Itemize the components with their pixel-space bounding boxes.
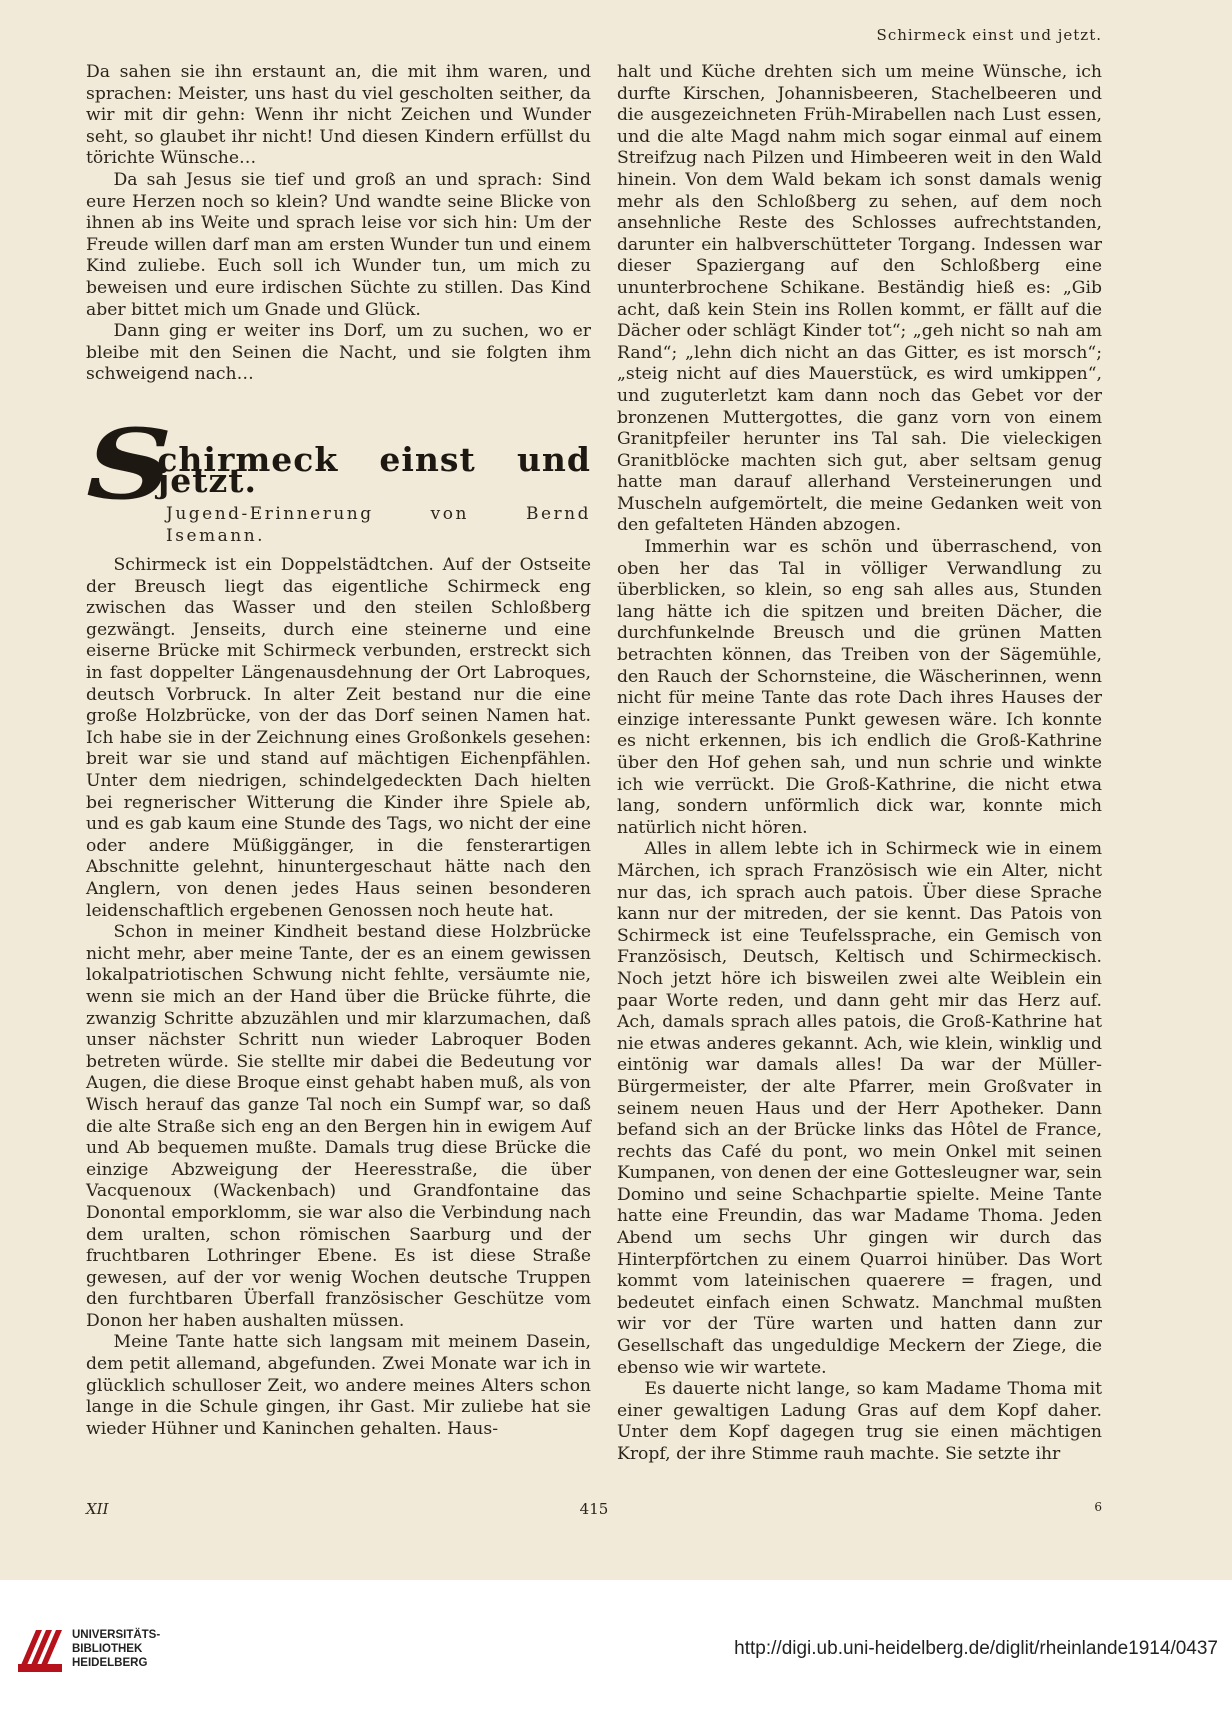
library-logo-icon — [14, 1624, 66, 1676]
paragraph: Da sah Jesus sie tief und groß an und sprach: Sind eure Herzen noch so klein? Und wandte seine Blicke von ihnen ab ins Weite und sprach leise vor sich hin: Um der Freude willen darf man am ersten Wunder tun und einem Kind zuliebe. Euch soll ich Wunder tun, um mich zu beweisen und eure irdischen Süchte zu stillen. Das Kind aber bittet mich um Gnade und Glück. — [86, 169, 591, 320]
article-title-block — [86, 407, 591, 547]
page-number: 415 — [579, 1500, 609, 1518]
paragraph: Schirmeck ist ein Doppelstädtchen. Auf der Ostseite der Breusch liegt das eigentliche Schirmeck eng zwischen das Wasser und den steilen Schloßberg gezwängt. Jenseits, durch eine steinerne und eine eiserne Brücke mit Schirmeck verbunden, erstreckt sich in fast doppelter Längenausdehnung der Ort Labroques, deutsch Vorbruck. In alter Zeit bestand nur die eine große Holzbrücke, von der das Dorf seinen Namen hat. Ich habe sie in der Zeichnung eines Großonkels gesehen: breit war sie und stand auf mächtigen Eichenpfählen. Unter dem niedrigen, schindelgedeckten Dach hielten bei regnerischer Witterung die Kinder ihre Spiele ab, und es gab kaum eine Stunde des Tags, wo nicht der eine oder andere Müßiggänger, in die fensterartigen Abschnitte gelehnt, hinuntergeschaut hätte nach den Anglern, von denen jedes Haus seinen besonderen leidenschaftlich ergebenen Genossen noch heute hat. — [86, 555, 591, 921]
running-head: Schirmeck einst und jetzt. — [876, 26, 1102, 44]
title-drop-cap: S — [86, 407, 173, 521]
paragraph: Da sahen sie ihn erstaunt an, die mit ihm waren, und sprachen: Meister, uns hast du viel gescholten seither, da wir mit dir gehn: Wenn ihr nicht Zeichen und Wunder seht, so glaubet ihr nicht! Und diesen Kindern erfüllst du törichte Wünsche… — [86, 62, 591, 169]
library-footer-bar — [0, 1580, 1232, 1713]
article-title — [86, 407, 591, 521]
paragraph: Alles in allem lebte ich in Schirmeck wie in einem Märchen, ich sprach Französisch wie ein Alter, nicht nur das, ich sprach auch patois. Über diese Sprache kann nur der mitreden, der sie kennt. Das Patois von Schirmeck ist eine Teufelssprache, ein Gemisch von Französisch, Deutsch, Keltisch und Schirmeckisch. Noch jetzt höre ich bisweilen zwei alte Weiblein ein paar Worte reden, und dann geht mir das Herz auf. Ach, damals sprach alles patois, die Groß-Kathrine hat nie etwas anderes gekannt. Ach, wie klein, winklig und eintönig war damals alles! Da war der Müller-Bürgermeister, der alte Pfarrer, mein Großvater in seinem neuen Haus und der Herr Apotheker. Dann befand sich an der Brücke links das Hôtel de France, rechts das Café du pont, wo mein Onkel mit seinen Kumpanen, von denen der eine Gottesleugner war, sein Domino und seine Schachpartie spielte. Meine Tante hatte eine Freundin, das war Madame Thoma. Jeden Abend um sechs Uhr gingen wir durch das Hinterpförtchen zu einem Quarroi hinüber. Das Wort kommt vom lateinischen quaerere = fragen, und bedeutet einfach einen Schwatz. Manchmal mußten wir vor der Türe warten und hatten dann zur Gesellschaft das ungeduldige Meckern der Ziege, die ebenso wie wir wartete. — [617, 839, 1102, 1378]
paragraph: halt und Küche drehten sich um meine Wünsche, ich durfte Kirschen, Johannisbeeren, Stachelbeeren und die ausgezeichneten Früh-Mirabellen nach Lust essen, und die alte Magd nahm mich sogar einmal auf einem Streifzug nach Pilzen und Himbeeren weit in den Wald hinein. Von dem Wald bekam ich sonst damals wenig mehr als den Schloßberg zu sehen, auf dem noch ansehnliche Reste des Schlosses aufrechtstanden, darunter ein halbverschütteter Torgang. Indessen war dieser Spaziergang auf den Schloßberg eine ununterbrochene Schikane. Beständig hieß es: „Gib acht, daß kein Stein ins Rollen kommt, er fällt auf die Dächer oder schlägt Kinder tot“; „geh nicht so nah am Rand“; „lehn dich nicht an das Gitter, es ist morsch“; „steig nicht auf dies Mauerstück, es wird umkippen“, und zuguterletzt kam dann noch das Gebet vor der bronzenen Muttergottes, die ganz vorn von einem Granitpfeiler herunter ins Tal sah. Die vieleckigen Granitblöcke machten sich gut, aber seltsam genug hatte man darauf allerhand Versteinerungen und Muscheln aufgemörtelt, die meine Gedanken weit von den gefalteten Händen abzogen. — [617, 62, 1102, 536]
signature-mark: XII — [86, 1500, 109, 1518]
corner-mark: 6 — [1094, 1500, 1102, 1514]
article-subtitle: Jugend-Erinnerung von Bernd Isemann. — [166, 503, 591, 546]
paragraph: Dann ging er weiter ins Dorf, um zu suchen, wo er bleibe mit den Seinen die Nacht, und sie folgten ihm schweigend nach… — [86, 321, 591, 385]
paragraph: Es dauerte nicht lange, so kam Madame Thoma mit einer gewaltigen Ladung Gras auf dem Kopf daher. Unter dem Kopf dagegen trug sie einen mächtigen Kropf, der ihre Stimme rauh machte. Sie setzte ihr — [617, 1379, 1102, 1464]
source-url[interactable]: http://digi.ub.uni-heidelberg.de/diglit/rheinlande1914/0437 — [734, 1638, 1218, 1659]
left-column — [86, 62, 591, 1440]
library-name — [72, 1628, 160, 1670]
title-text: chirmeck einst und jetzt. — [157, 439, 591, 501]
library-name-line: BIBLIOTHEK — [72, 1643, 143, 1655]
paragraph: Meine Tante hatte sich langsam mit meinem Dasein, dem petit allemand, abgefunden. Zwei Monate war ich in glücklich schulloser Zeit, wo andere meines Alters schon lange in die Schule gingen, ihr Gast. Mir zuliebe hat sie wieder Hühner und Kaninchen gehalten. Haus- — [86, 1332, 591, 1439]
paragraph: Schon in meiner Kindheit bestand diese Holzbrücke nicht mehr, aber meine Tante, der es an einem gewissen lokalpatriotischen Schwung nicht fehlte, versäumte nie, wenn sie mich an der Hand über die Brücke führte, die zwanzig Schritte abzuzählen und mir klarzumachen, daß unser nächster Schritt nun wieder Labroquer Boden betreten würde. Sie stellte mir dabei die Bedeutung vor Augen, die diese Broque einst gehabt haben muß, als von Wisch herauf das ganze Tal noch ein Sumpf war, so daß die alte Straße sich eng an den Bergen hin in ewigem Auf und Ab bequemen mußte. Damals trug diese Brücke die einzige Abzweigung der Heeresstraße, die über Vacquenoux (Wackenbach) und Grandfontaine das Donontal emporklomm, sie war also die Verbindung nach dem uralten, schon römischen Saarburg und der fruchtbaren Lothringer Ebene. Es ist diese Straße gewesen, auf der vor wenig Wochen deutsche Truppen den furchtbaren Überfall französischer Geschütze vom Donon her haben aushalten müssen. — [86, 922, 591, 1331]
library-name-line: HEIDELBERG — [72, 1657, 148, 1669]
page-footer — [86, 1500, 1102, 1524]
right-column — [617, 62, 1102, 1466]
paragraph: Immerhin war es schön und überraschend, von oben her das Tal in völliger Verwandlung zu überblicken, so klein, so eng sah alles aus, Stunden lang hätte ich die spitzen und breiten Dächer, die durchfunkelnde Breusch und die grünen Matten betrachten können, das Treiben von der Sägemühle, den Rauch der Schornsteine, die Wäscherinnen, wenn nicht für meine Tante das rote Dach ihres Hauses der einzige interessante Punkt gewesen wäre. Ich konnte es nicht erkennen, bis ich endlich die Groß-Kathrine über den Hof gehen sah, und nun schrie und winkte ich wie verrückt. Die Groß-Kathrine, die nicht etwa lang, sondern unförmlich dick war, konnte mich natürlich nicht hören. — [617, 537, 1102, 838]
library-name-line: UNIVERSITÄTS- — [72, 1629, 161, 1641]
